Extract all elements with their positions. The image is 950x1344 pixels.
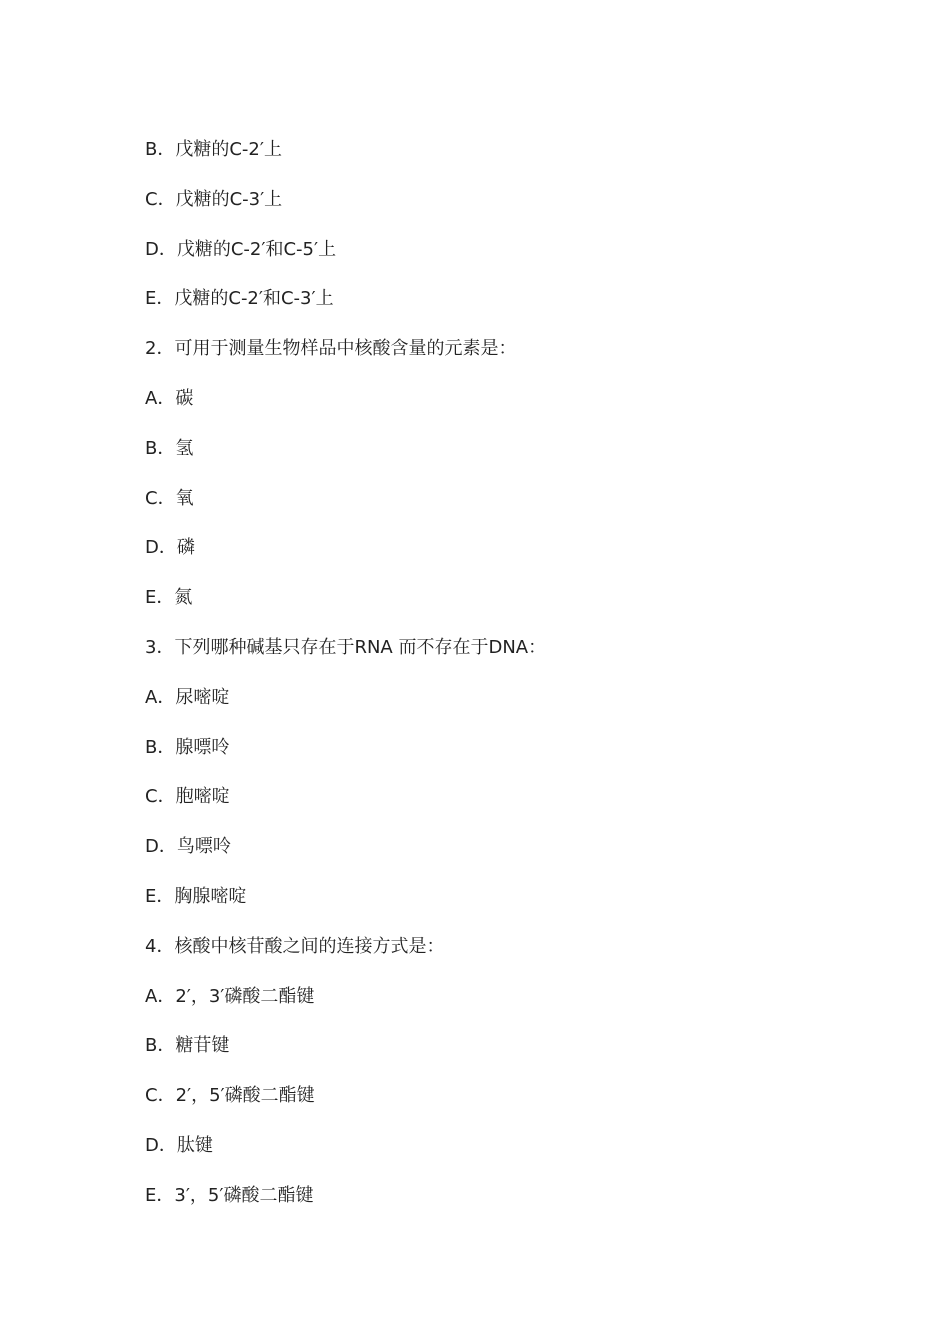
- option-line: E．戊糖的C-2′和C-3′上: [145, 288, 334, 310]
- option-line: A．尿嘧啶: [145, 686, 230, 708]
- option-line: D．鸟嘌呤: [145, 836, 231, 858]
- option-line: C．氧: [145, 487, 194, 509]
- option-line: D．戊糖的C-2′和C-5′上: [145, 238, 337, 260]
- option-line: D．肽键: [145, 1134, 213, 1156]
- option-line: C．2′，5′磷酸二酯键: [145, 1085, 315, 1107]
- option-line: E．胸腺嘧啶: [145, 885, 247, 907]
- option-line: C．戊糖的C-3′上: [145, 188, 283, 210]
- question-line: 3．下列哪种碱基只存在于RNA 而不存在于DNA：: [145, 636, 547, 658]
- option-line: E．3′，5′磷酸二酯键: [145, 1184, 314, 1206]
- question-line: 2．可用于测量生物样品中核酸含量的元素是：: [145, 338, 517, 360]
- option-line: B．氢: [145, 437, 194, 459]
- option-line: D．磷: [145, 537, 195, 559]
- option-line: C．胞嘧啶: [145, 786, 230, 808]
- option-line: A．2′，3′磷酸二酯键: [145, 985, 315, 1007]
- option-line: A．碳: [145, 387, 194, 409]
- option-line: E．氮: [145, 587, 193, 609]
- question-list: [145, 136, 845, 1232]
- option-line: B．戊糖的C-2′上: [145, 139, 282, 160]
- question-line: 4．核酸中核苷酸之间的连接方式是：: [145, 935, 445, 957]
- option-line: B．腺嘌呤: [145, 736, 230, 758]
- option-line: B．糖苷键: [145, 1035, 230, 1057]
